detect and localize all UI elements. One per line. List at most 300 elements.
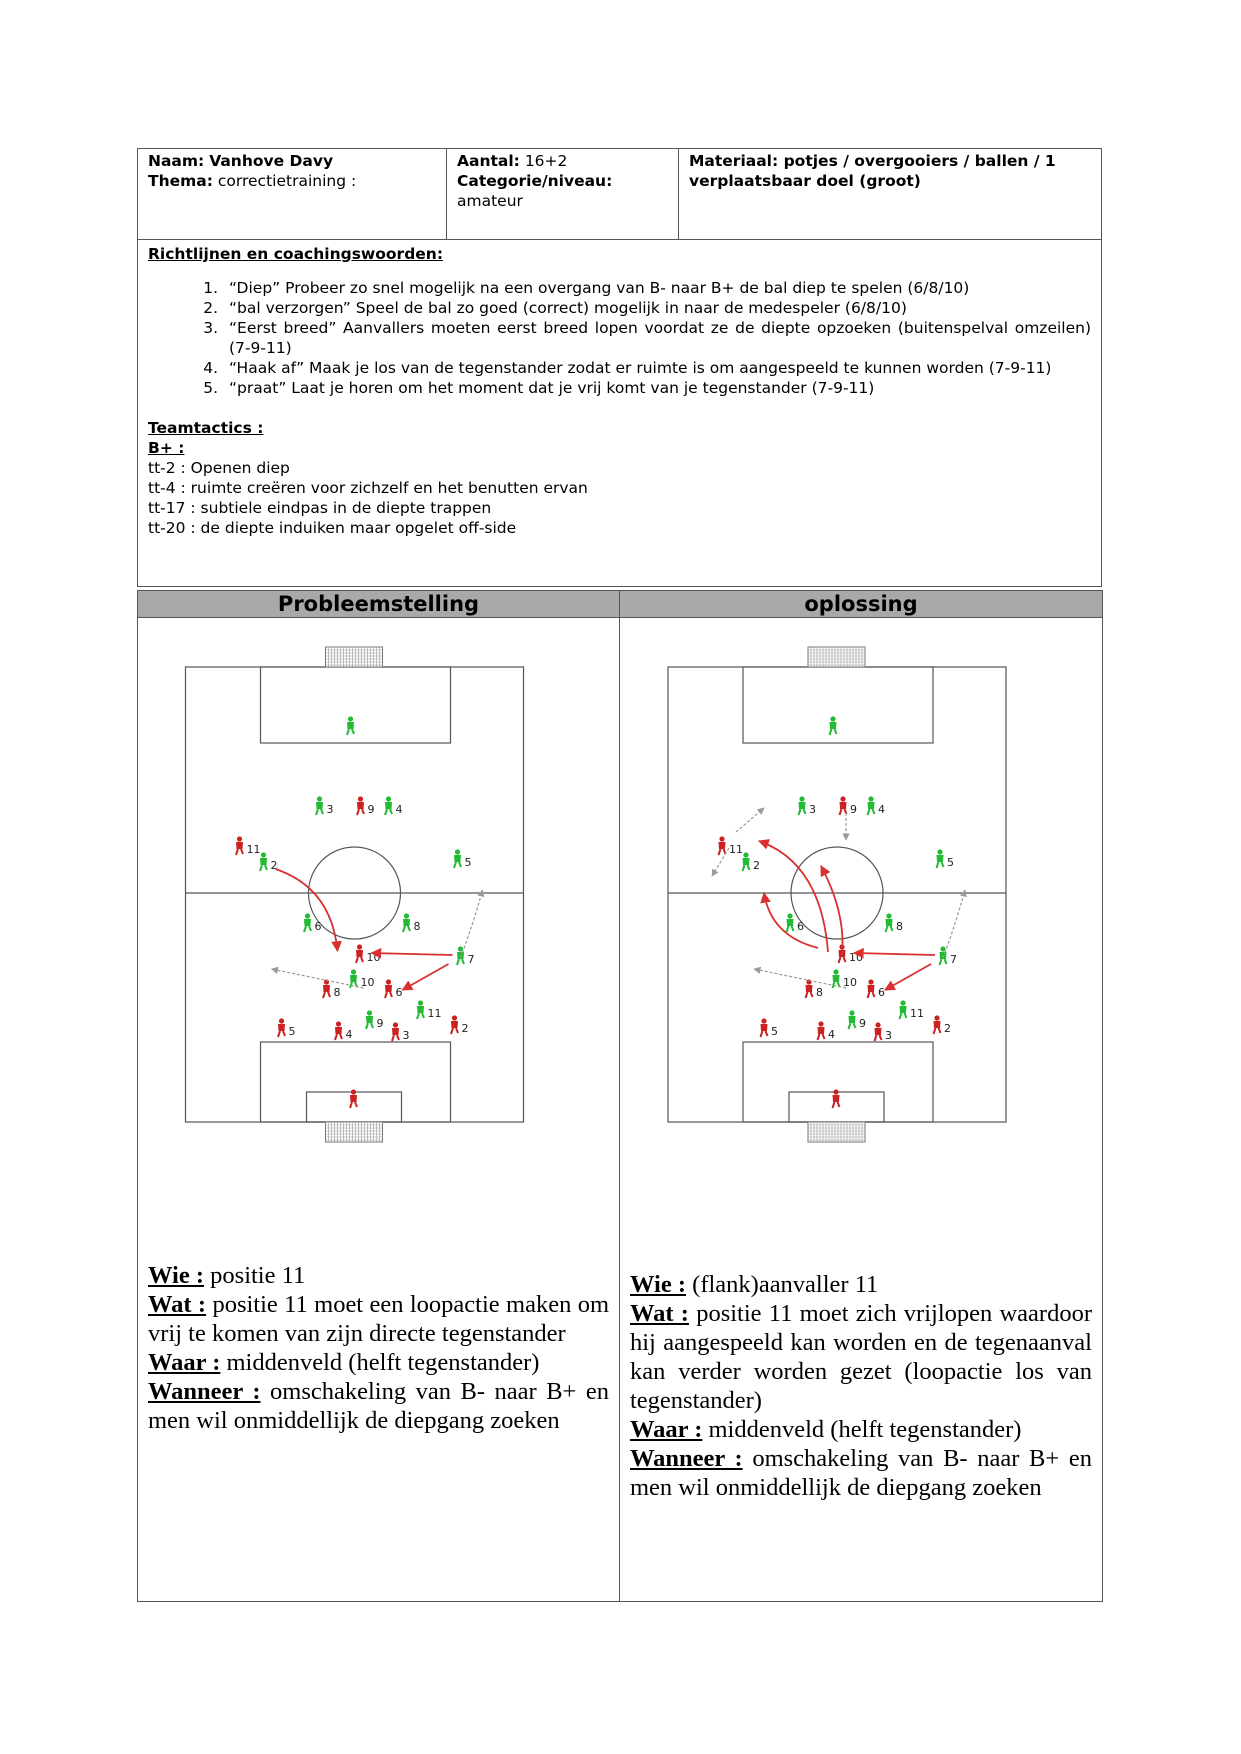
player-leg bbox=[350, 1102, 352, 1108]
player-leg bbox=[823, 1034, 825, 1039]
run-arrow bbox=[943, 890, 965, 958]
player-number: 10 bbox=[366, 951, 381, 964]
red-player bbox=[385, 979, 403, 999]
player-leg bbox=[241, 849, 243, 854]
player-leg bbox=[891, 926, 893, 931]
player-number: 11 bbox=[729, 843, 743, 856]
player-head bbox=[358, 796, 363, 801]
player-leg bbox=[719, 849, 721, 855]
player-number: 9 bbox=[850, 803, 857, 816]
player-torso bbox=[260, 858, 267, 865]
name-label: Naam: bbox=[148, 152, 205, 170]
player-leg bbox=[748, 865, 750, 870]
player-head bbox=[787, 913, 792, 918]
green-player bbox=[457, 946, 475, 966]
run-arrow bbox=[754, 969, 846, 988]
player-leg bbox=[371, 1023, 373, 1028]
player-torso bbox=[833, 975, 840, 982]
top-goal bbox=[808, 647, 865, 667]
player-head bbox=[761, 1018, 766, 1023]
player-head bbox=[357, 944, 362, 949]
player-number: 5 bbox=[771, 1025, 778, 1038]
player-leg bbox=[362, 809, 364, 814]
player-torso bbox=[743, 858, 750, 865]
teamtactics-block bbox=[148, 418, 1091, 538]
player-torso bbox=[934, 1021, 941, 1028]
player-torso bbox=[875, 1028, 882, 1035]
green-player bbox=[799, 796, 817, 816]
player-leg bbox=[840, 809, 842, 815]
bplus-heading: B+ : bbox=[148, 439, 185, 457]
player-leg bbox=[265, 865, 267, 870]
what-label: Wat : bbox=[148, 1291, 207, 1318]
player-torso bbox=[347, 722, 354, 729]
what-value: positie 11 moet zich vrijlopen waardoor hij aangespeeld kan worden en de tegenaanval kan verder worden gezet (loopactie los van tegenstander) bbox=[630, 1300, 1093, 1414]
player-number: 3 bbox=[809, 803, 816, 816]
player-torso bbox=[799, 802, 806, 809]
player-number: 2 bbox=[270, 859, 278, 872]
player-leg bbox=[942, 862, 944, 867]
player-torso bbox=[366, 1016, 373, 1023]
player-leg bbox=[830, 729, 832, 735]
player-head bbox=[336, 1021, 341, 1026]
player-torso bbox=[385, 802, 392, 809]
player-leg bbox=[886, 926, 888, 932]
player-torso bbox=[356, 950, 363, 957]
player-leg bbox=[408, 926, 410, 931]
player-leg bbox=[456, 1028, 458, 1033]
player-leg bbox=[743, 865, 745, 871]
solution-title: oplossing bbox=[620, 591, 1102, 618]
bottom-penalty-area bbox=[743, 1042, 933, 1122]
solution-description bbox=[630, 1270, 1092, 1502]
player-number: 10 bbox=[360, 976, 375, 989]
player-torso bbox=[335, 1027, 342, 1034]
tactic-line: tt-2 : Openen diep bbox=[148, 459, 290, 477]
player-torso bbox=[840, 802, 847, 809]
player-leg bbox=[356, 957, 358, 963]
green-player bbox=[849, 1010, 867, 1030]
player-head bbox=[937, 849, 942, 854]
player-number: 8 bbox=[333, 986, 341, 999]
category-label: Categorie/niveau: bbox=[457, 172, 613, 190]
player-leg bbox=[818, 1034, 820, 1040]
player-torso bbox=[868, 802, 875, 809]
player-head bbox=[840, 796, 845, 801]
red-player bbox=[451, 1015, 469, 1035]
player-number: 4 bbox=[345, 1028, 353, 1041]
green-player bbox=[940, 946, 958, 966]
player-torso bbox=[278, 1024, 285, 1031]
red-player bbox=[357, 796, 375, 816]
player-head bbox=[418, 1000, 423, 1005]
player-leg bbox=[873, 809, 875, 814]
guideline-item: 5. “praat” Laat je horen om het moment dat je vrij komt van je tegenstander (7-9-11) bbox=[223, 378, 1091, 398]
player-leg bbox=[459, 862, 461, 867]
when-value: omschakeling van B- naar B+ en men wil onmiddellijk de diepgang zoeken bbox=[630, 1445, 1092, 1501]
player-number: 5 bbox=[947, 856, 954, 869]
player-leg bbox=[328, 992, 330, 997]
problem-title: Probleemstelling bbox=[138, 591, 619, 618]
red-player bbox=[392, 1022, 410, 1042]
run-arrow bbox=[712, 848, 729, 876]
where-label: Waar : bbox=[630, 1416, 703, 1443]
green-player bbox=[900, 1000, 925, 1020]
guideline-item: 1. “Diep” Probeer zo snel mogelijk na een overgang van B- naar B+ de bal diep te spelen (6/8/10) bbox=[223, 278, 1091, 298]
player-head bbox=[305, 913, 310, 918]
what-label: Wat : bbox=[630, 1300, 689, 1327]
player-head bbox=[934, 1015, 939, 1020]
green-player bbox=[316, 796, 334, 816]
player-torso bbox=[719, 842, 726, 849]
player-leg bbox=[868, 992, 870, 998]
player-leg bbox=[849, 1023, 851, 1029]
player-number: 11 bbox=[246, 843, 261, 856]
player-leg bbox=[839, 957, 841, 963]
player-leg bbox=[366, 1023, 368, 1029]
tactic-line: tt-17 : subtiele eindpas in de diepte trappen bbox=[148, 499, 492, 517]
player-torso bbox=[886, 919, 893, 926]
player-head bbox=[367, 1010, 372, 1015]
material-text: Materiaal: potjes / overgooiers / ballen / 1 verplaatsbaar doel (groot) bbox=[689, 152, 1056, 190]
player-number: 6 bbox=[797, 920, 804, 933]
header-cell-material bbox=[679, 149, 1101, 239]
player-torso bbox=[937, 855, 944, 862]
player-number: 4 bbox=[828, 1028, 835, 1041]
player-leg bbox=[766, 1031, 768, 1036]
who-value: (flank)aanvaller 11 bbox=[692, 1271, 879, 1298]
training-sheet bbox=[137, 148, 1102, 587]
player-number: 2 bbox=[461, 1022, 469, 1035]
player-head bbox=[868, 796, 873, 801]
player-number: 11 bbox=[910, 1007, 924, 1020]
player-head bbox=[833, 969, 838, 974]
player-torso bbox=[357, 802, 364, 809]
player-leg bbox=[806, 992, 808, 998]
pass-arrow bbox=[276, 869, 338, 951]
player-leg bbox=[278, 1031, 280, 1037]
player-leg bbox=[417, 1013, 419, 1019]
player-leg bbox=[403, 926, 405, 932]
bottom-goal bbox=[808, 1122, 865, 1142]
red-player bbox=[818, 1021, 836, 1041]
red-player bbox=[840, 796, 858, 816]
green-player bbox=[868, 796, 886, 816]
bottom-penalty-area bbox=[261, 1042, 451, 1122]
pass-arrow bbox=[854, 953, 935, 955]
pass-arrow bbox=[885, 964, 931, 990]
run-arrow bbox=[736, 808, 764, 832]
player-head bbox=[818, 1021, 823, 1026]
player-leg bbox=[454, 862, 456, 868]
red-player bbox=[875, 1022, 893, 1042]
player-leg bbox=[945, 959, 947, 964]
count-label: Aantal: bbox=[457, 152, 520, 170]
player-head bbox=[458, 946, 463, 951]
bottom-goal bbox=[326, 1122, 383, 1142]
green-player bbox=[454, 849, 472, 869]
player-leg bbox=[260, 865, 262, 871]
player-number: 5 bbox=[288, 1025, 296, 1038]
player-number: 6 bbox=[314, 920, 322, 933]
player-leg bbox=[854, 1023, 856, 1028]
player-head bbox=[386, 796, 391, 801]
player-leg bbox=[838, 1102, 840, 1107]
player-leg bbox=[385, 809, 387, 815]
player-torso bbox=[454, 855, 461, 862]
player-torso bbox=[392, 1028, 399, 1035]
player-number: 6 bbox=[878, 986, 885, 999]
player-torso bbox=[830, 722, 837, 729]
player-number: 3 bbox=[326, 803, 334, 816]
who-value: positie 11 bbox=[210, 1262, 306, 1289]
who-label: Wie : bbox=[148, 1262, 205, 1289]
top-goal bbox=[326, 647, 383, 667]
tactic-line: tt-4 : ruimte creëren voor zichzelf en het benutten ervan bbox=[148, 479, 588, 497]
player-number: 10 bbox=[843, 976, 857, 989]
run-arrow bbox=[461, 890, 483, 958]
player-head bbox=[317, 796, 322, 801]
player-number: 2 bbox=[944, 1022, 951, 1035]
green-player bbox=[937, 849, 955, 869]
red-goalkeeper bbox=[350, 1089, 357, 1108]
player-number: 8 bbox=[896, 920, 903, 933]
player-head bbox=[799, 796, 804, 801]
player-torso bbox=[818, 1027, 825, 1034]
player-number: 9 bbox=[367, 803, 375, 816]
player-leg bbox=[900, 1013, 902, 1019]
player-torso bbox=[451, 1021, 458, 1028]
player-head bbox=[868, 979, 873, 984]
player-head bbox=[279, 1018, 284, 1023]
player-torso bbox=[787, 919, 794, 926]
player-leg bbox=[361, 957, 363, 962]
red-player bbox=[719, 836, 744, 856]
player-number: 11 bbox=[427, 1007, 442, 1020]
player-leg bbox=[357, 809, 359, 815]
red-player bbox=[356, 944, 381, 964]
guidelines-heading: Richtlijnen en coachingswoorden: bbox=[148, 245, 444, 263]
player-leg bbox=[321, 809, 323, 814]
player-head bbox=[900, 1000, 905, 1005]
guideline-item: 4. “Haak af” Maak je los van de tegenstander zodat er ruimte is om aangespeeld te kunnen worden (7-9-11) bbox=[223, 358, 1091, 378]
green-player bbox=[403, 913, 421, 933]
teamtactics-heading: Teamtactics : bbox=[148, 419, 264, 437]
player-leg bbox=[761, 1031, 763, 1037]
where-value: middenveld (helft tegenstander) bbox=[226, 1349, 540, 1376]
green-player bbox=[886, 913, 904, 933]
player-number: 8 bbox=[816, 986, 823, 999]
player-leg bbox=[323, 992, 325, 998]
red-player bbox=[761, 1018, 779, 1038]
where-label: Waar : bbox=[148, 1349, 221, 1376]
red-player bbox=[335, 1021, 353, 1041]
player-leg bbox=[934, 1028, 936, 1034]
player-torso bbox=[316, 802, 323, 809]
player-leg bbox=[451, 1028, 453, 1034]
pass-arrow bbox=[821, 866, 843, 955]
player-head bbox=[393, 1022, 398, 1027]
player-torso bbox=[868, 985, 875, 992]
player-leg bbox=[457, 959, 459, 965]
player-head bbox=[875, 1022, 880, 1027]
player-leg bbox=[392, 1035, 394, 1041]
green-player bbox=[743, 852, 761, 872]
green-player bbox=[304, 913, 322, 933]
theme-label: Thema: bbox=[148, 172, 213, 190]
player-torso bbox=[900, 1006, 907, 1013]
guidelines-section bbox=[137, 240, 1102, 587]
player-head bbox=[743, 852, 748, 857]
player-leg bbox=[422, 1013, 424, 1018]
player-torso bbox=[236, 842, 243, 849]
player-leg bbox=[335, 1034, 337, 1040]
player-torso bbox=[304, 919, 311, 926]
green-goalkeeper bbox=[830, 716, 837, 735]
player-number: 9 bbox=[376, 1017, 384, 1030]
player-number: 8 bbox=[413, 920, 421, 933]
solution-panel bbox=[620, 591, 1102, 1601]
player-head bbox=[455, 849, 460, 854]
player-number: 3 bbox=[885, 1029, 892, 1042]
problem-pitch-diagram bbox=[138, 618, 619, 1223]
player-head bbox=[386, 979, 391, 984]
green-goalkeeper bbox=[347, 716, 354, 735]
player-leg bbox=[804, 809, 806, 814]
player-number: 6 bbox=[395, 986, 403, 999]
player-number: 7 bbox=[950, 953, 957, 966]
top-penalty-area bbox=[743, 667, 933, 743]
player-leg bbox=[347, 729, 349, 735]
header-cell-name bbox=[138, 149, 447, 239]
player-leg bbox=[385, 992, 387, 998]
red-player bbox=[236, 836, 261, 856]
guidelines-list bbox=[148, 278, 1091, 398]
header-table bbox=[137, 148, 1102, 240]
player-head bbox=[237, 836, 242, 841]
player-number: 9 bbox=[859, 1017, 866, 1030]
player-torso bbox=[761, 1024, 768, 1031]
solution-pitch-diagram bbox=[620, 618, 1102, 1223]
player-leg bbox=[316, 809, 318, 815]
player-leg bbox=[283, 1031, 285, 1036]
problem-description bbox=[148, 1261, 609, 1435]
player-number: 7 bbox=[467, 953, 475, 966]
player-head bbox=[830, 716, 835, 721]
pitch-outline bbox=[668, 667, 1006, 1122]
green-player bbox=[260, 852, 278, 872]
tactic-line: tt-20 : de diepte induiken maar opgelet off-side bbox=[148, 519, 517, 537]
player-number: 3 bbox=[402, 1029, 410, 1042]
player-head bbox=[452, 1015, 457, 1020]
player-torso bbox=[403, 919, 410, 926]
header-cell-count bbox=[447, 149, 679, 239]
guideline-item: 3. “Eerst breed” Aanvallers moeten eerst breed lopen voordat ze de diepte opzoeken (buitenspelval omzeilen) (7-9-11) bbox=[223, 318, 1091, 358]
player-torso bbox=[417, 1006, 424, 1013]
player-torso bbox=[350, 1095, 357, 1102]
player-leg bbox=[799, 809, 801, 815]
player-head bbox=[348, 716, 353, 721]
player-leg bbox=[462, 959, 464, 964]
category-value: amateur bbox=[457, 192, 523, 210]
player-torso bbox=[323, 985, 330, 992]
player-leg bbox=[875, 1035, 877, 1041]
pass-arrow bbox=[403, 964, 449, 990]
green-player bbox=[417, 1000, 442, 1020]
player-leg bbox=[940, 959, 942, 965]
player-leg bbox=[811, 992, 813, 997]
name-value: Vanhove Davy bbox=[209, 152, 334, 170]
player-head bbox=[849, 1010, 854, 1015]
player-head bbox=[886, 913, 891, 918]
player-torso bbox=[849, 1016, 856, 1023]
run-arrow bbox=[272, 969, 364, 988]
player-torso bbox=[806, 985, 813, 992]
green-player bbox=[385, 796, 403, 816]
player-leg bbox=[833, 1102, 835, 1108]
player-leg bbox=[844, 957, 846, 962]
player-leg bbox=[835, 729, 837, 734]
green-player bbox=[366, 1010, 384, 1030]
player-leg bbox=[905, 1013, 907, 1018]
player-torso bbox=[833, 1095, 840, 1102]
player-torso bbox=[385, 985, 392, 992]
where-value: middenveld (helft tegenstander) bbox=[708, 1416, 1022, 1443]
player-leg bbox=[309, 926, 311, 931]
player-leg bbox=[937, 862, 939, 868]
red-player bbox=[278, 1018, 296, 1038]
player-head bbox=[833, 1089, 838, 1094]
count-value: 16+2 bbox=[524, 152, 568, 170]
player-number: 5 bbox=[464, 856, 472, 869]
problem-panel bbox=[138, 591, 620, 1601]
player-head bbox=[351, 969, 356, 974]
green-player bbox=[787, 913, 805, 933]
player-head bbox=[261, 852, 266, 857]
red-player bbox=[934, 1015, 952, 1035]
red-player bbox=[868, 979, 886, 999]
player-head bbox=[940, 946, 945, 951]
player-leg bbox=[340, 1034, 342, 1039]
player-head bbox=[351, 1089, 356, 1094]
player-number: 2 bbox=[753, 859, 760, 872]
player-leg bbox=[236, 849, 238, 855]
pitch-outline bbox=[186, 667, 524, 1122]
top-penalty-area bbox=[261, 667, 451, 743]
when-label: Wanneer : bbox=[148, 1378, 261, 1405]
player-leg bbox=[868, 809, 870, 815]
player-leg bbox=[792, 926, 794, 931]
player-number: 4 bbox=[878, 803, 885, 816]
player-number: 4 bbox=[395, 803, 403, 816]
theme-value: correctietraining : bbox=[217, 172, 357, 190]
player-leg bbox=[880, 1035, 882, 1040]
player-leg bbox=[397, 1035, 399, 1040]
who-label: Wie : bbox=[630, 1271, 687, 1298]
player-torso bbox=[350, 975, 357, 982]
player-head bbox=[404, 913, 409, 918]
player-leg bbox=[352, 729, 354, 734]
player-leg bbox=[390, 809, 392, 814]
player-leg bbox=[939, 1028, 941, 1033]
when-label: Wanneer : bbox=[630, 1445, 743, 1472]
player-leg bbox=[355, 1102, 357, 1107]
player-leg bbox=[390, 992, 392, 997]
pass-arrow bbox=[372, 953, 453, 955]
player-head bbox=[719, 836, 724, 841]
player-leg bbox=[787, 926, 789, 932]
what-value: positie 11 moet een loopactie maken om vrij te komen van zijn directe tegenstander bbox=[148, 1291, 610, 1347]
